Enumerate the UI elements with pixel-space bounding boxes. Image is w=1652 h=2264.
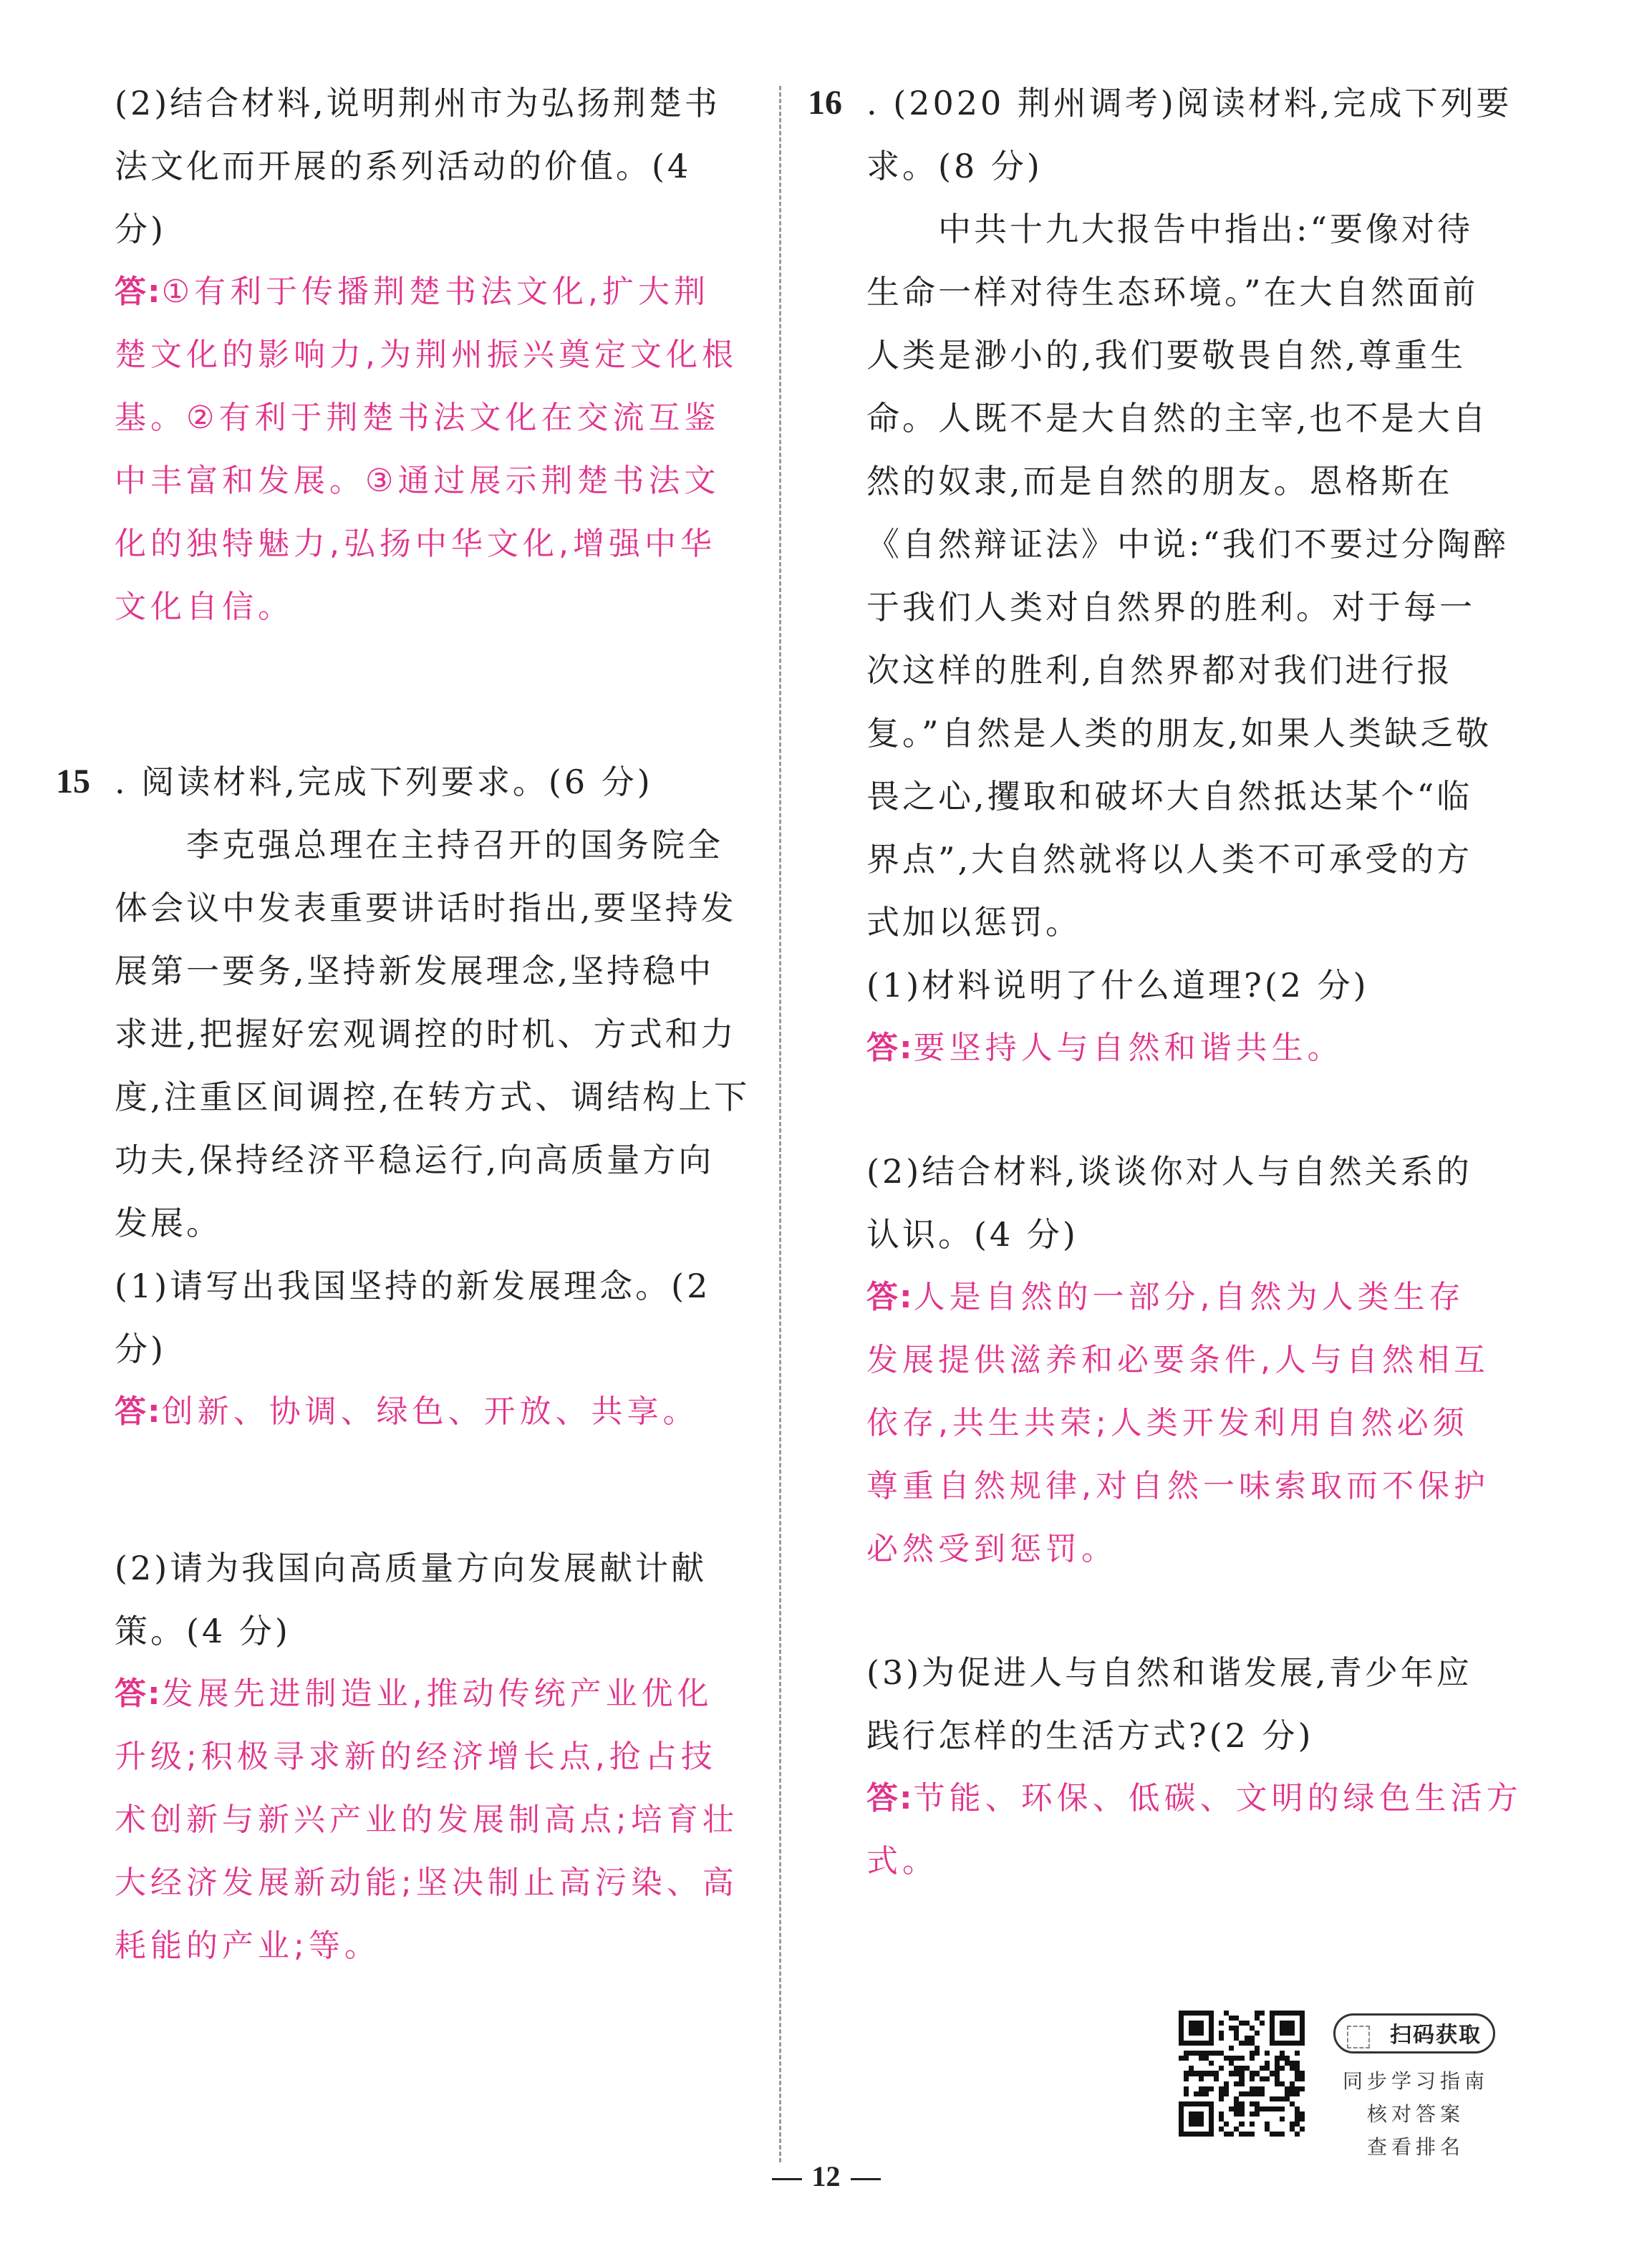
material-line: 次这样的胜利,自然界都对我们进行报 bbox=[866, 651, 1453, 690]
page-number-dash bbox=[851, 2178, 881, 2180]
material-line: 求进,把握好宏观调控的时机、方式和力 bbox=[115, 1015, 737, 1053]
answer-line bbox=[115, 1380, 745, 1443]
material-line: 功夫,保持经济平稳运行,向高质量方向 bbox=[115, 1141, 715, 1179]
column-divider bbox=[779, 86, 781, 2162]
material-line: 人类是渺小的,我们要敬畏自然,尊重生 bbox=[866, 336, 1467, 374]
scan-benefit-line: 查看排名 bbox=[1366, 2135, 1464, 2159]
answer-line bbox=[866, 1017, 1504, 1080]
answer-label: 答: bbox=[866, 1279, 914, 1315]
material-line: 生命一样对待生态环境。”在大自然面前 bbox=[866, 273, 1479, 311]
sub-question-line: (1)材料说明了什么道理?(2 分) bbox=[866, 966, 1369, 1005]
sub-question-line: (2)请为我国向高质量方向发展献计献 bbox=[115, 1549, 707, 1587]
answer-line: 式。 bbox=[866, 1843, 938, 1880]
question-head-line: 求。(8 分) bbox=[866, 147, 1043, 185]
scan-benefits bbox=[1333, 2065, 1498, 2164]
material-line: 畏之心,攫取和破坏大自然抵达某个“临 bbox=[866, 777, 1473, 816]
material-line: 展第一要务,坚持新发展理念,坚持稳中 bbox=[115, 952, 715, 990]
material-line: 式加以惩罚。 bbox=[866, 903, 1081, 942]
qr-code-icon[interactable] bbox=[1179, 2011, 1305, 2137]
scan-label: 扫码获取 bbox=[1390, 2023, 1482, 2048]
answer-line: 文化自信。 bbox=[115, 589, 294, 625]
material-line: 度,注重区间调控,在转方式、调结构上下 bbox=[115, 1078, 750, 1116]
material-line: 中共十九大报告中指出:“要像对待 bbox=[938, 210, 1474, 248]
material-line: 发展。 bbox=[115, 1204, 222, 1242]
answer-line: 大经济发展新动能;坚决制止高污染、高 bbox=[115, 1864, 738, 1901]
answer-line: 必然受到惩罚。 bbox=[866, 1531, 1117, 1567]
answer-line: 中丰富和发展。③通过展示荆楚书法文 bbox=[115, 463, 720, 499]
question-number: 15 bbox=[56, 763, 90, 800]
material-line: 然的奴隶,而是自然的朋友。恩格斯在 bbox=[866, 462, 1453, 500]
question-15 bbox=[56, 750, 750, 1978]
answer-text: ①有利于传播荆楚书法文化,扩大荆 bbox=[161, 274, 710, 310]
sub-question-line: 践行怎样的生活方式?(2 分) bbox=[866, 1716, 1314, 1755]
answer-label: 答: bbox=[115, 1675, 162, 1712]
answer-line bbox=[866, 1767, 1522, 1830]
scan-button[interactable] bbox=[1333, 2013, 1495, 2053]
page-number-text: 12 bbox=[811, 2160, 841, 2192]
answer-line: 化的独特魅力,弘扬中华文化,增强中华 bbox=[115, 526, 716, 562]
question-line: (2)结合材料,说明荆州市为弘扬荆楚书 bbox=[115, 84, 720, 122]
scan-benefit-line: 同步学习指南 bbox=[1342, 2069, 1489, 2093]
material-line: 体会议中发表重要讲话时指出,要坚持发 bbox=[115, 889, 737, 927]
scan-benefit-line: 核对答案 bbox=[1366, 2102, 1464, 2126]
answer-label: 答: bbox=[866, 1780, 914, 1816]
answer-line: 术创新与新兴产业的发展制高点;培育壮 bbox=[115, 1801, 738, 1838]
answer-line bbox=[115, 261, 745, 324]
answer-line: 依存,共生共荣;人类开发利用自然必须 bbox=[866, 1405, 1469, 1441]
sub-question-line: 认识。(4 分) bbox=[866, 1215, 1078, 1254]
sub-question-line: (2)结合材料,谈谈你对人与自然关系的 bbox=[866, 1152, 1472, 1191]
answer-line: 发展提供滋养和必要条件,人与自然相互 bbox=[866, 1342, 1489, 1378]
answer-text: 节能、环保、低碳、文明的绿色生活方 bbox=[913, 1780, 1522, 1816]
answer-line bbox=[866, 1266, 1504, 1329]
page-number-dash bbox=[772, 2178, 802, 2180]
answer-line: 升级;积极寻求新的经济增长点,抢占技 bbox=[115, 1738, 717, 1775]
question-16 bbox=[808, 72, 1522, 1893]
sub-question-line: 策。(4 分) bbox=[115, 1612, 291, 1650]
answer-label: 答: bbox=[115, 274, 162, 310]
answer-line: 尊重自然规律,对自然一味索取而不保护 bbox=[866, 1468, 1489, 1504]
question-head-text: . 阅读材料,完成下列要求。(6 分) bbox=[115, 763, 653, 801]
scan-badge[interactable] bbox=[1333, 2013, 1498, 2059]
answer-line bbox=[115, 1663, 745, 1726]
question-number: 16 bbox=[808, 84, 842, 122]
page-number bbox=[0, 2159, 1652, 2193]
sub-question-line: (1)请写出我国坚持的新发展理念。(2 bbox=[115, 1267, 711, 1305]
answer-text: 发展先进制造业,推动传统产业优化 bbox=[161, 1675, 713, 1712]
material-line: 界点”,大自然就将以人类不可承受的方 bbox=[866, 840, 1473, 879]
sub-question-line: (3)为促进人与自然和谐发展,青少年应 bbox=[866, 1653, 1472, 1692]
question-15-head bbox=[56, 750, 745, 813]
answer-text: 要坚持人与自然和谐共生。 bbox=[913, 1030, 1343, 1066]
answer-label: 答: bbox=[115, 1393, 162, 1430]
right-column bbox=[808, 72, 1522, 1893]
question-16-head bbox=[808, 72, 1512, 135]
answer-text: 创新、协调、绿色、开放、共享。 bbox=[161, 1393, 699, 1430]
answer-label: 答: bbox=[866, 1030, 914, 1066]
answer-line: 耗能的产业;等。 bbox=[115, 1927, 380, 1964]
material-line: 命。人既不是大自然的主宰,也不是大自 bbox=[866, 399, 1489, 437]
scan-icon bbox=[1347, 2026, 1370, 2048]
answer-text: 人是自然的一部分,自然为人类生存 bbox=[913, 1279, 1465, 1315]
sub-question-line: 分) bbox=[115, 1330, 166, 1368]
question-line: 分) bbox=[115, 210, 166, 248]
material-line: 于我们人类对自然界的胜利。对于每一 bbox=[866, 588, 1475, 627]
question-14-part-2 bbox=[115, 72, 745, 639]
material-line: 李克强总理在主持召开的国务院全 bbox=[186, 826, 723, 864]
left-column bbox=[56, 72, 750, 1978]
material-line: 复。”自然是人类的朋友,如果人类缺乏敬 bbox=[866, 714, 1492, 753]
question-head-text: . (2020 荆州调考)阅读材料,完成下列要 bbox=[866, 84, 1512, 122]
material-line: 《自然辩证法》中说:“我们不要过分陶醉 bbox=[866, 525, 1509, 563]
question-line: 法文化而开展的系列活动的价值。(4 bbox=[115, 147, 692, 185]
answer-line: 楚文化的影响力,为荆州振兴奠定文化根 bbox=[115, 337, 738, 373]
answer-line: 基。②有利于荆楚书法文化在交流互鉴 bbox=[115, 400, 720, 436]
